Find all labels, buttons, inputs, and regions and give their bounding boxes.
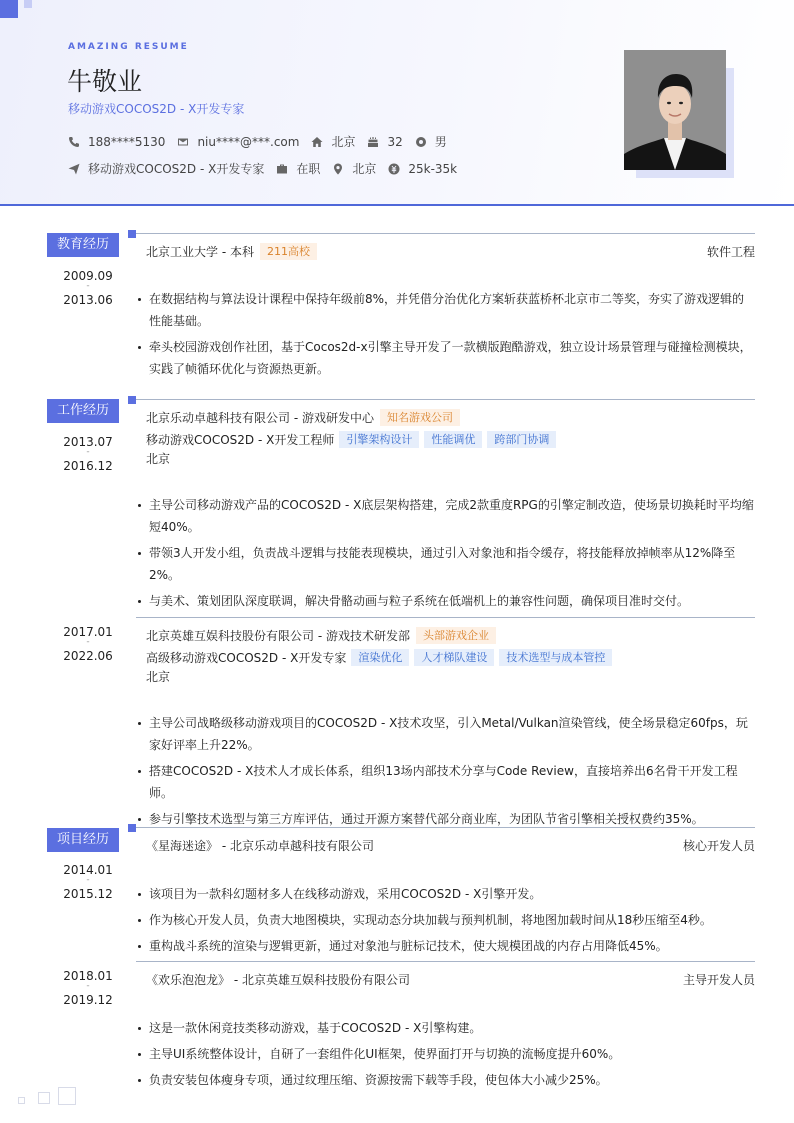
proj2-end-date: 2019.12 (63, 993, 113, 1007)
work2-role: 高级移动游戏COCOS2D - X开发专家 (146, 651, 347, 665)
work2-company-line (146, 627, 496, 644)
work1-end-date: 2016.12 (63, 459, 113, 473)
list-item: 负责安装包体瘦身专项，通过纹理压缩、资源按需下载等手段，使包体大小减少25%。 (137, 1069, 755, 1091)
work1-date-range: 2013.07 - 2016.12 (47, 430, 129, 478)
portrait-illustration (624, 50, 726, 170)
section-marker (128, 230, 136, 238)
edu-major: 软件工程 (706, 245, 755, 259)
contact-row (68, 133, 459, 150)
edu-start-date: 2009.09 (63, 269, 113, 283)
proj2-bullets (137, 1017, 755, 1095)
expected-salary: 25k-35k (408, 161, 458, 176)
list-item: 与美术、策划团队深度联调，解决骨骼动画与粒子系统在低端机上的兼容性问题，确保项目准时交付。 (137, 590, 755, 612)
work2-tag: 技术选型与成本管控 (499, 649, 612, 666)
candidate-name: 牛敬业 (67, 67, 143, 96)
age: 32 (387, 134, 403, 149)
work2-company: 北京英雄互娱科技股份有限公司 - 游戏技术研发部 (146, 629, 410, 643)
list-item: 该项目为一款科幻题材多人在线移动游戏，采用COCOS2D - X引擎开发。 (137, 883, 755, 905)
resume-header (0, 0, 794, 206)
work1-company-line (146, 409, 460, 426)
proj1-role: 核心开发人员 (682, 839, 755, 853)
footer-decoration (58, 1087, 76, 1105)
list-item: 牵头校园游戏创作社团，基于Cocos2d-x引擎主导开发了一款横版跑酷游戏，独立设计场景管理与碰撞检测模块，实践了帧循环优化与资源热更新。 (137, 336, 755, 380)
work2-bullets (137, 712, 755, 834)
phone-number: 188****5130 (88, 134, 166, 149)
work1-start-date: 2013.07 (63, 435, 113, 449)
section-rule (136, 399, 755, 400)
corner-decoration-small (24, 0, 32, 8)
target-position: 移动游戏COCOS2D - X开发专家 (88, 162, 265, 176)
profile-photo (624, 50, 726, 170)
header-kicker: AMAZING RESUME (68, 42, 189, 52)
work1-tag: 跨部门协调 (487, 431, 556, 448)
section-education-title: 教育经历 (47, 233, 119, 257)
mail-icon (177, 136, 189, 148)
list-item: 主导公司战略级移动游戏项目的COCOS2D - X技术攻坚，引入Metal/Vulkan渲染管线，使全场景稳定60fps，玩家好评率上升22%。 (137, 712, 755, 756)
email-info (177, 135, 299, 149)
money-icon (388, 163, 400, 175)
candidate-title: 移动游戏COCOS2D - X开发专家 (68, 102, 245, 116)
proj1-date-range: 2014.01 - 2015.12 (47, 858, 129, 906)
target-city-info (332, 160, 376, 177)
footer-decoration (18, 1097, 25, 1104)
list-item: 作为核心开发人员，负责大地图模块，实现动态分块加载与预判机制，将地图加载时间从18秒压缩至4秒。 (137, 909, 755, 931)
proj1-end-date: 2015.12 (63, 887, 113, 901)
gender-info (415, 133, 447, 150)
work2-start-date: 2017.01 (63, 625, 113, 639)
footer-decoration (38, 1092, 50, 1104)
work1-bullets (137, 494, 755, 616)
work1-role-line (146, 431, 556, 448)
proj1-bullets (137, 883, 755, 961)
work1-badge: 知名游戏公司 (380, 409, 460, 426)
work1-role: 移动游戏COCOS2D - X开发工程师 (146, 433, 335, 447)
gender-icon (415, 136, 427, 148)
employment-status: 在职 (296, 162, 321, 176)
list-item: 这是一款休闲竞技类移动游戏，基于COCOS2D - X引擎构建。 (137, 1017, 755, 1039)
edu-school-line (146, 243, 317, 260)
section-rule (136, 827, 755, 828)
work2-city: 北京 (146, 670, 171, 684)
proj1-name: 《星海迷途》 - 北京乐动卓越科技有限公司 (146, 839, 374, 853)
list-item: 在数据结构与算法设计课程中保持年级前8%，并凭借分治优化方案斩获蓝桥杯北京市二等奖，夯实了游戏逻辑的性能基础。 (137, 288, 755, 332)
edu-school: 北京工业大学 - 本科 (146, 245, 254, 259)
hometown: 北京 (331, 135, 356, 149)
job-intent-row (68, 160, 469, 177)
work2-role-line (146, 649, 612, 666)
edu-end-date: 2013.06 (63, 293, 113, 307)
proj2-start-date: 2018.01 (63, 969, 113, 983)
work2-tag: 渲染优化 (351, 649, 409, 666)
list-item: 带领3人开发小组，负责战斗逻辑与技能表现模块，通过引入对象池和指令缓存，将技能释放掉帧率从12%降至2%。 (137, 542, 755, 586)
email-address: niu****@***.com (197, 134, 300, 149)
work2-end-date: 2022.06 (63, 649, 113, 663)
phone-info (68, 135, 165, 149)
work1-tag: 引擎架构设计 (339, 431, 419, 448)
work1-company: 北京乐动卓越科技有限公司 - 游戏研发中心 (146, 411, 374, 425)
edu-bullets (137, 288, 755, 384)
list-item: 主导UI系统整体设计，自研了一套组件化UI框架，使界面打开与切换的流畅度提升60%。 (137, 1043, 755, 1065)
status-info (276, 160, 320, 177)
list-item: 搭建COCOS2D - X技术人才成长体系，组织13场内部技术分享与Code Review，直接培养出6名骨干开发工程师。 (137, 760, 755, 804)
section-marker (128, 396, 136, 404)
age-info (367, 135, 402, 149)
location-icon (332, 163, 344, 175)
corner-decoration (0, 0, 18, 18)
work2-date-range: 2017.01 - 2022.06 (47, 620, 129, 668)
home-icon (311, 136, 323, 148)
edu-badge: 211高校 (260, 243, 317, 260)
section-projects-title: 项目经历 (47, 828, 119, 852)
hometown-info (311, 133, 355, 150)
list-item: 重构战斗系统的渲染与逻辑更新，通过对象池与脏标记技术，使大规模团战的内存占用降低45%。 (137, 935, 755, 957)
target-city: 北京 (352, 162, 377, 176)
salary-info (388, 162, 457, 176)
proj2-role: 主导开发人员 (682, 973, 755, 987)
section-rule (136, 233, 755, 234)
entry-rule (136, 961, 755, 962)
phone-icon (68, 136, 80, 148)
proj2-date-range: 2018.01 - 2019.12 (47, 964, 129, 1012)
work2-badge: 头部游戏企业 (416, 627, 496, 644)
gender: 男 (434, 135, 447, 149)
briefcase-icon (276, 163, 288, 175)
entry-rule (136, 617, 755, 618)
work1-tag: 性能调优 (424, 431, 482, 448)
list-item: 主导公司移动游戏产品的COCOS2D - X底层架构搭建，完成2款重度RPG的引擎定制改造，使场景切换耗时平均缩短40%。 (137, 494, 755, 538)
send-icon (68, 163, 80, 175)
proj1-start-date: 2014.01 (63, 863, 113, 877)
edu-date-range: 2009.09 - 2013.06 (47, 264, 129, 312)
proj2-name: 《欢乐泡泡龙》 - 北京英雄互娱科技股份有限公司 (146, 973, 410, 987)
work2-tag: 人才梯队建设 (414, 649, 494, 666)
work1-city: 北京 (146, 452, 171, 466)
section-work-title: 工作经历 (47, 399, 119, 423)
cake-icon (367, 136, 379, 148)
list-item: 参与引擎技术选型与第三方库评估，通过开源方案替代部分商业库，为团队节省引擎相关授权费约35%。 (137, 808, 755, 830)
target-position-info (68, 160, 264, 177)
section-marker (128, 824, 136, 832)
